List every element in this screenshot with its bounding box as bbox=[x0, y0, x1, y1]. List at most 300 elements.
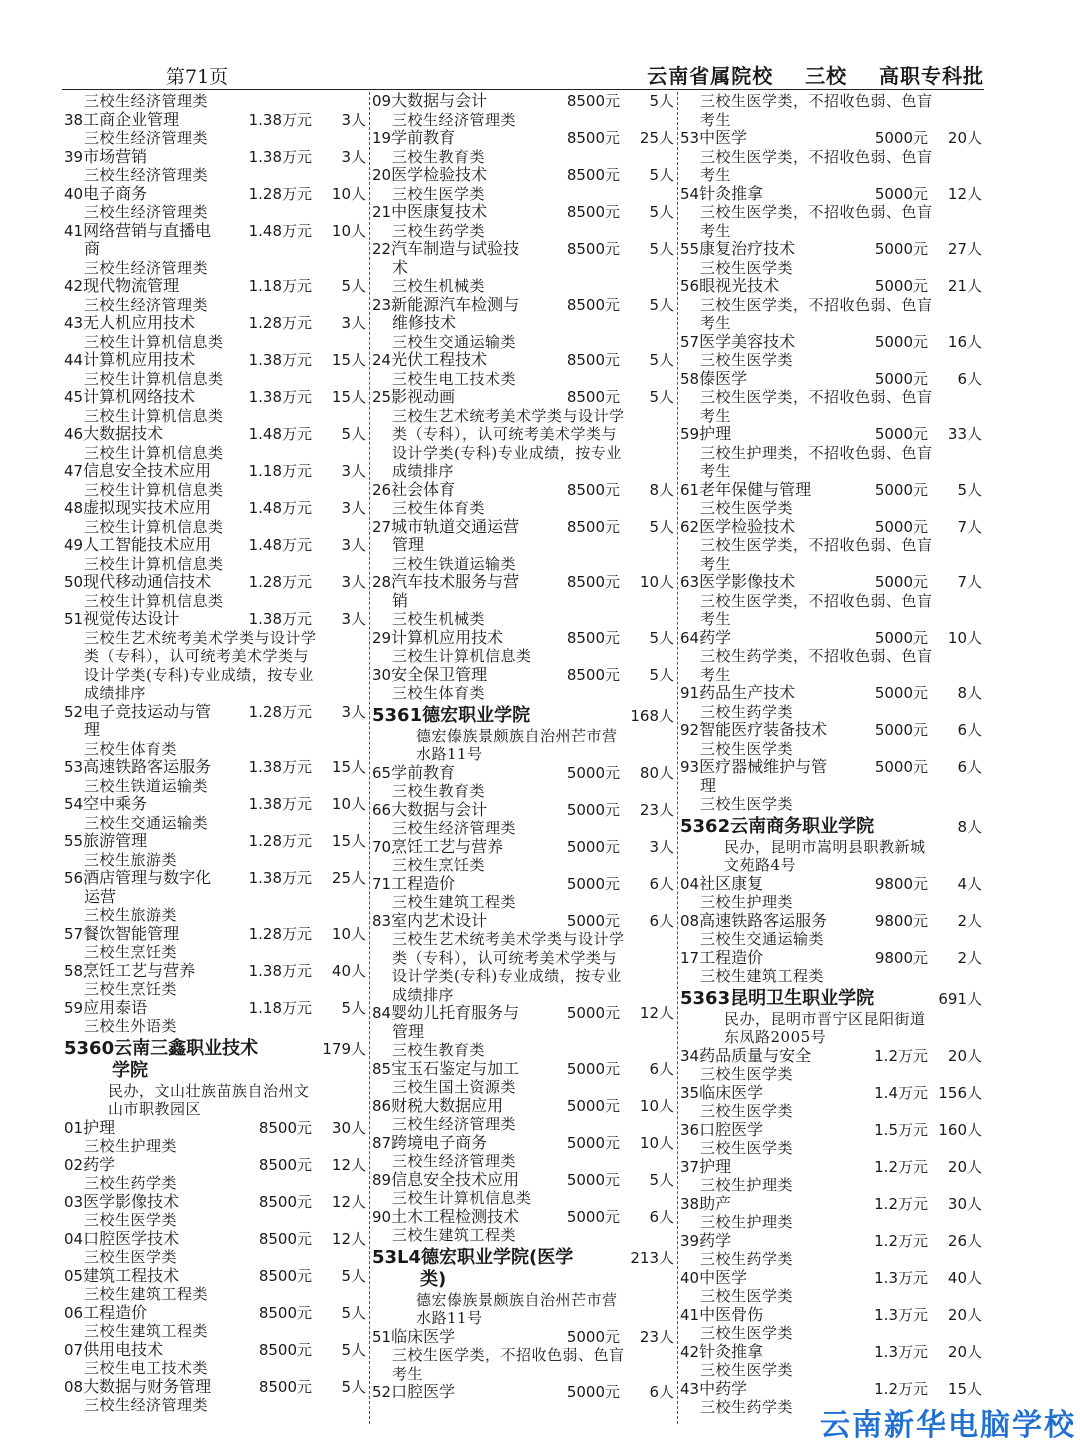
major-code: 07 bbox=[64, 1340, 84, 1359]
requirement-note bbox=[64, 333, 366, 352]
major-entry bbox=[680, 1232, 982, 1251]
major-entry bbox=[64, 277, 366, 296]
tuition-fee: 5000元 bbox=[566, 763, 620, 782]
requirement-note bbox=[680, 388, 982, 425]
major-line bbox=[372, 203, 674, 222]
major-code: 63 bbox=[680, 573, 700, 591]
tuition-fee: 1.2万元 bbox=[874, 1046, 928, 1065]
page-number: 第71页 bbox=[166, 66, 229, 88]
requirement-line: 考生 bbox=[700, 406, 732, 425]
tuition-fee: 5000元 bbox=[874, 721, 928, 739]
tuition-fee: 9800元 bbox=[874, 911, 928, 930]
major-entry bbox=[372, 912, 674, 931]
major-line bbox=[64, 832, 366, 851]
major-entry bbox=[372, 1097, 674, 1116]
requirement-line: 三校生经济管理类 bbox=[84, 92, 209, 110]
enrollment-count: 5人 bbox=[341, 1340, 366, 1359]
requirement-note bbox=[64, 1322, 366, 1341]
major-code: 30 bbox=[372, 665, 392, 684]
requirement-line: 设计学类(专科)专业成绩，按专业 bbox=[392, 967, 622, 985]
tuition-fee: 1.3万元 bbox=[874, 1342, 928, 1361]
requirement-line: 三校生机械类 bbox=[392, 610, 486, 628]
major-code: 38 bbox=[680, 1194, 700, 1213]
major-line bbox=[680, 949, 982, 968]
tuition-fee: 8500元 bbox=[258, 1266, 312, 1285]
school-name-cont: 学院 bbox=[112, 1059, 148, 1081]
major-name: 酒店管理与数字化 bbox=[83, 868, 212, 887]
enrollment-count: 5人 bbox=[341, 1266, 366, 1285]
enrollment-count: 25人 bbox=[639, 129, 674, 147]
major-entry bbox=[680, 1380, 982, 1399]
major-name: 社区康复 bbox=[699, 873, 764, 893]
requirement-note bbox=[372, 684, 674, 703]
requirement-line: 三校生计算机信息类 bbox=[84, 369, 224, 388]
major-line bbox=[680, 1343, 982, 1362]
major-code: 57 bbox=[64, 924, 84, 943]
major-name-cont: 维修技术 bbox=[392, 313, 457, 332]
major-name: 电子竞技运动与管 bbox=[83, 701, 212, 721]
major-name: 药学 bbox=[699, 627, 732, 647]
tuition-fee: 5000元 bbox=[566, 874, 620, 893]
major-name: 中医康复技术 bbox=[391, 202, 488, 221]
major-line bbox=[64, 1341, 366, 1360]
major-name: 视觉传达设计 bbox=[83, 609, 180, 628]
requirement-line: 三校生电工技术类 bbox=[84, 1359, 209, 1377]
major-entry bbox=[680, 481, 982, 500]
major-entry bbox=[680, 425, 982, 444]
major-line bbox=[64, 462, 366, 481]
major-name: 室内艺术设计 bbox=[391, 910, 488, 930]
major-entry bbox=[680, 277, 982, 296]
major-line bbox=[372, 536, 674, 555]
major-name: 临床医学 bbox=[699, 1082, 764, 1102]
tuition-fee: 8500元 bbox=[566, 388, 620, 406]
requirement-note bbox=[64, 814, 366, 833]
major-code: 34 bbox=[680, 1046, 700, 1065]
major-code: 28 bbox=[372, 573, 392, 591]
tuition-fee: 1.28万元 bbox=[248, 314, 312, 332]
requirement-line: 考生 bbox=[700, 610, 732, 628]
major-entry bbox=[680, 518, 982, 537]
requirement-note bbox=[372, 819, 674, 838]
requirement-line: 三校生艺术统考美术学类与设计学 bbox=[392, 930, 625, 948]
major-line bbox=[372, 875, 674, 894]
enrollment-count: 10人 bbox=[331, 795, 366, 813]
tuition-fee: 5000元 bbox=[566, 1170, 620, 1189]
major-name: 口腔医学 bbox=[699, 1119, 764, 1139]
enrollment-count: 20人 bbox=[947, 1046, 982, 1065]
requirement-note bbox=[680, 893, 982, 912]
major-code: 23 bbox=[372, 295, 392, 314]
major-entry bbox=[372, 875, 674, 894]
major-entry bbox=[372, 1208, 674, 1227]
enrollment-count: 5人 bbox=[649, 665, 674, 684]
requirement-line: 三校生护理类，不招收色弱、色盲 bbox=[700, 443, 933, 462]
major-name: 工商企业管理 bbox=[83, 109, 180, 129]
enrollment-count: 8人 bbox=[649, 480, 674, 499]
requirement-line: 三校生旅游类 bbox=[84, 906, 178, 924]
requirement-line: 三校生医学类 bbox=[84, 1248, 178, 1266]
major-line bbox=[680, 518, 982, 537]
tuition-fee: 1.18万元 bbox=[248, 462, 312, 480]
major-entry bbox=[372, 240, 674, 277]
enrollment-count: 5人 bbox=[649, 517, 674, 536]
requirement-note bbox=[64, 1174, 366, 1193]
requirement-note bbox=[680, 351, 982, 370]
major-code: 08 bbox=[64, 1377, 84, 1396]
requirement-note bbox=[64, 481, 366, 500]
page-header bbox=[62, 62, 984, 88]
major-code: 54 bbox=[64, 795, 84, 813]
major-entry bbox=[680, 185, 982, 204]
major-code: 39 bbox=[680, 1231, 700, 1250]
major-entry bbox=[680, 1343, 982, 1362]
requirement-note bbox=[64, 407, 366, 426]
major-line bbox=[372, 1328, 674, 1347]
major-line bbox=[64, 795, 366, 814]
major-line bbox=[680, 912, 982, 931]
requirement-note bbox=[64, 1137, 366, 1156]
requirement-note bbox=[372, 782, 674, 801]
major-entry bbox=[64, 111, 366, 130]
major-code: 59 bbox=[680, 425, 700, 443]
enrollment-count: 10人 bbox=[331, 924, 366, 943]
major-line bbox=[64, 1304, 366, 1323]
major-code: 35 bbox=[680, 1083, 700, 1102]
school-name-line bbox=[680, 988, 982, 1010]
requirement-note bbox=[372, 148, 674, 167]
enrollment-count: 10人 bbox=[639, 1133, 674, 1152]
major-name: 大数据与会计 bbox=[391, 91, 488, 110]
major-entry bbox=[64, 499, 366, 518]
major-entry bbox=[372, 1060, 674, 1079]
major-line bbox=[372, 314, 674, 333]
enrollment-count: 40人 bbox=[947, 1268, 982, 1287]
major-code: 26 bbox=[372, 480, 392, 499]
major-line bbox=[64, 1230, 366, 1249]
requirement-line: 三校生药学类 bbox=[84, 1174, 178, 1192]
major-code: 65 bbox=[372, 763, 392, 782]
major-entry bbox=[372, 166, 674, 185]
enrollment-count: 5人 bbox=[341, 425, 366, 443]
major-line bbox=[64, 869, 366, 888]
tuition-fee: 5000元 bbox=[566, 1207, 620, 1226]
school-address: 德宏傣族景颇族自治州芒市营 bbox=[416, 726, 618, 745]
enrollment-count: 3人 bbox=[341, 573, 366, 591]
enrollment-count: 15人 bbox=[331, 832, 366, 850]
major-code: 85 bbox=[372, 1059, 392, 1078]
tuition-fee: 1.48万元 bbox=[248, 221, 312, 240]
requirement-note bbox=[680, 259, 982, 278]
major-entry bbox=[372, 1328, 674, 1347]
major-entry bbox=[64, 1304, 366, 1323]
tuition-fee: 5000元 bbox=[874, 517, 928, 536]
major-code: 52 bbox=[372, 1383, 392, 1401]
watermark: 云南新华电脑学校 bbox=[820, 1408, 1076, 1443]
requirement-line: 三校生经济管理类 bbox=[392, 1152, 517, 1170]
major-entry bbox=[64, 758, 366, 777]
requirement-note bbox=[680, 592, 982, 629]
major-entry bbox=[680, 1269, 982, 1288]
major-name: 现代移动通信技术 bbox=[83, 572, 212, 591]
tuition-fee: 8500元 bbox=[566, 129, 620, 147]
requirement-line: 三校生教育类 bbox=[392, 147, 486, 166]
major-line bbox=[64, 1267, 366, 1286]
major-entry bbox=[372, 351, 674, 370]
enrollment-count: 15人 bbox=[331, 758, 366, 776]
major-name: 药品生产技术 bbox=[699, 683, 796, 702]
major-line bbox=[680, 777, 982, 796]
enrollment-count: 3人 bbox=[341, 499, 366, 517]
major-code: 84 bbox=[372, 1004, 392, 1022]
major-name: 医学美容技术 bbox=[699, 331, 796, 351]
requirement-line: 三校生医学类 bbox=[700, 1324, 794, 1342]
major-line bbox=[64, 999, 366, 1018]
major-line bbox=[680, 333, 982, 352]
major-code: 91 bbox=[680, 684, 700, 702]
school-address: 东凤路2005号 bbox=[724, 1028, 827, 1046]
major-line bbox=[64, 148, 366, 167]
major-name: 信息安全技术应用 bbox=[83, 461, 212, 480]
major-line bbox=[680, 875, 982, 894]
requirement-note bbox=[372, 1078, 674, 1097]
major-name-cont: 理 bbox=[700, 775, 717, 795]
major-name: 药学 bbox=[699, 1230, 732, 1250]
tuition-fee: 5000元 bbox=[874, 332, 928, 351]
major-entry bbox=[680, 629, 982, 648]
requirement-note bbox=[64, 1211, 366, 1230]
major-code: 49 bbox=[64, 536, 84, 554]
tuition-fee: 5000元 bbox=[874, 425, 928, 443]
enrollment-count: 30人 bbox=[947, 1194, 982, 1213]
major-line bbox=[64, 240, 366, 259]
requirement-note bbox=[64, 943, 366, 962]
major-entry bbox=[680, 333, 982, 352]
major-line bbox=[64, 962, 366, 981]
school-code: 53L4 bbox=[372, 1246, 422, 1268]
major-name-cont: 术 bbox=[392, 257, 409, 277]
tuition-fee: 1.38万元 bbox=[248, 110, 312, 129]
major-code: 48 bbox=[64, 499, 84, 517]
major-code: 70 bbox=[372, 837, 392, 856]
major-line bbox=[680, 1195, 982, 1214]
requirement-line: 三校生计算机信息类 bbox=[84, 332, 224, 351]
requirement-line: 三校生电工技术类 bbox=[392, 369, 517, 388]
requirement-note bbox=[64, 129, 366, 148]
major-line bbox=[64, 314, 366, 333]
major-entry bbox=[680, 684, 982, 703]
major-line bbox=[372, 1134, 674, 1153]
major-code: 22 bbox=[372, 240, 392, 258]
major-line bbox=[680, 721, 982, 740]
tuition-fee: 5000元 bbox=[874, 129, 928, 147]
major-code: 55 bbox=[64, 832, 84, 850]
major-code: 43 bbox=[64, 314, 84, 332]
major-code: 25 bbox=[372, 388, 392, 406]
requirement-line: 考生 bbox=[700, 166, 732, 184]
school-address: 山市职教园区 bbox=[108, 1100, 202, 1118]
enrollment-count: 7人 bbox=[957, 517, 982, 536]
requirement-line: 三校生计算机信息类 bbox=[392, 1189, 532, 1207]
major-name: 中医骨伤 bbox=[699, 1304, 764, 1324]
major-name: 助产 bbox=[699, 1193, 732, 1213]
enrollment-count: 5人 bbox=[341, 1303, 366, 1322]
major-entry bbox=[372, 666, 674, 685]
major-code: 87 bbox=[372, 1133, 392, 1152]
school-address: 德宏傣族景颇族自治州芒市营 bbox=[416, 1290, 618, 1309]
school-code: 5362 bbox=[680, 815, 731, 837]
school-total-count: 213人 bbox=[630, 1248, 674, 1267]
major-code: 17 bbox=[680, 948, 700, 967]
major-code: 39 bbox=[64, 147, 84, 166]
major-line bbox=[680, 1269, 982, 1288]
major-entry bbox=[64, 925, 366, 944]
major-line bbox=[64, 1119, 366, 1138]
major-code: 57 bbox=[680, 332, 700, 351]
major-name-cont: 管理 bbox=[392, 535, 425, 554]
tuition-fee: 1.38万元 bbox=[248, 961, 312, 980]
requirement-line: 三校生经济管理类 bbox=[84, 258, 209, 277]
tuition-fee: 5000元 bbox=[566, 1327, 620, 1346]
requirement-line: 成绩排序 bbox=[392, 462, 455, 480]
enrollment-count: 6人 bbox=[957, 721, 982, 739]
major-line bbox=[680, 1121, 982, 1140]
enrollment-count: 12人 bbox=[331, 1192, 366, 1211]
major-line bbox=[64, 888, 366, 907]
school-name-line bbox=[372, 1269, 674, 1291]
requirement-note bbox=[680, 740, 982, 759]
requirement-note bbox=[372, 111, 674, 130]
school-name-line bbox=[372, 705, 674, 727]
tuition-fee: 5000元 bbox=[566, 1383, 620, 1401]
major-line bbox=[372, 912, 674, 931]
major-code: 04 bbox=[64, 1229, 84, 1248]
requirement-note bbox=[64, 259, 366, 278]
major-entry bbox=[372, 203, 674, 222]
enrollment-count: 3人 bbox=[341, 462, 366, 480]
requirement-note bbox=[680, 1361, 982, 1380]
major-name: 烹饪工艺与营养 bbox=[83, 960, 196, 980]
requirement-line: 三校生计算机信息类 bbox=[84, 554, 224, 573]
major-code: 02 bbox=[64, 1155, 84, 1174]
major-line bbox=[372, 838, 674, 857]
column-2 bbox=[372, 92, 674, 1402]
enrollment-count: 30人 bbox=[331, 1118, 366, 1137]
enrollment-count: 20人 bbox=[947, 1305, 982, 1324]
school-name: 云南三鑫职业技术 bbox=[114, 1037, 259, 1059]
major-name: 针灸推拿 bbox=[699, 183, 764, 203]
major-line bbox=[372, 481, 674, 500]
requirement-line: 三校生教育类 bbox=[392, 1041, 486, 1059]
major-code: 89 bbox=[372, 1170, 392, 1189]
major-code: 93 bbox=[680, 758, 700, 776]
major-entry bbox=[64, 148, 366, 167]
major-name: 人工智能技术应用 bbox=[83, 535, 212, 554]
major-code: 53 bbox=[680, 129, 700, 147]
requirement-line: 三校生经济管理类 bbox=[392, 1115, 517, 1133]
tuition-fee: 1.38万元 bbox=[248, 869, 312, 887]
requirement-line: 三校生医学类 bbox=[700, 795, 794, 813]
major-entry bbox=[372, 1383, 674, 1402]
major-line bbox=[680, 425, 982, 444]
major-entry bbox=[64, 388, 366, 407]
tuition-fee: 5000元 bbox=[874, 184, 928, 203]
major-name: 安全保卫管理 bbox=[391, 664, 488, 684]
major-code: 59 bbox=[64, 998, 84, 1017]
requirement-line: 三校生医学类 bbox=[700, 499, 794, 517]
school-entry bbox=[680, 988, 982, 1047]
requirement-line: 三校生医学类，不招收色弱、色盲 bbox=[700, 591, 933, 610]
major-line bbox=[372, 1004, 674, 1023]
major-name: 康复治疗技术 bbox=[699, 239, 796, 258]
major-line bbox=[372, 1023, 674, 1042]
requirement-note bbox=[64, 1359, 366, 1378]
school-name: 昆明卫生职业学院 bbox=[730, 987, 875, 1009]
major-name: 信息安全技术应用 bbox=[391, 1169, 520, 1189]
major-name: 旅游管理 bbox=[83, 831, 148, 850]
enrollment-count: 6人 bbox=[957, 758, 982, 776]
tuition-fee: 1.2万元 bbox=[874, 1379, 928, 1398]
enrollment-count: 5人 bbox=[649, 240, 674, 258]
major-entry bbox=[372, 518, 674, 555]
major-code: 64 bbox=[680, 628, 700, 647]
requirement-note bbox=[680, 1065, 982, 1084]
enrollment-count: 10人 bbox=[331, 184, 366, 203]
major-name: 大数据与会计 bbox=[391, 799, 488, 819]
requirement-line: 类（专科），认可统考美术学类与 bbox=[392, 948, 618, 967]
major-name: 针灸推拿 bbox=[699, 1341, 764, 1361]
tuition-fee: 8500元 bbox=[566, 517, 620, 536]
major-code: 08 bbox=[680, 911, 700, 930]
requirement-note bbox=[680, 1324, 982, 1343]
major-line bbox=[64, 388, 366, 407]
major-name: 口腔医学 bbox=[391, 1382, 456, 1401]
requirement-line: 三校生经济管理类 bbox=[84, 1396, 209, 1414]
major-name: 药品质量与安全 bbox=[699, 1045, 812, 1065]
major-name: 医学检验技术 bbox=[391, 165, 488, 184]
tuition-fee: 1.5万元 bbox=[874, 1120, 928, 1139]
requirement-line: 三校生医学类 bbox=[84, 1211, 178, 1229]
school-name: 德宏职业学院 bbox=[422, 704, 531, 726]
major-line bbox=[680, 1306, 982, 1325]
requirement-note bbox=[372, 222, 674, 241]
major-line bbox=[372, 1383, 674, 1402]
major-name: 餐饮智能管理 bbox=[83, 923, 180, 943]
school-name-line bbox=[64, 1038, 366, 1060]
major-entry bbox=[372, 1134, 674, 1153]
major-name: 光伏工程技术 bbox=[391, 350, 488, 369]
enrollment-count: 23人 bbox=[639, 1327, 674, 1346]
tuition-fee: 5000元 bbox=[566, 1004, 620, 1022]
tuition-fee: 5000元 bbox=[566, 1096, 620, 1115]
requirement-line: 成绩排序 bbox=[392, 985, 455, 1004]
major-entry bbox=[64, 314, 366, 333]
major-entry bbox=[64, 1119, 366, 1138]
enrollment-count: 20人 bbox=[947, 1157, 982, 1176]
enrollment-count: 15人 bbox=[331, 351, 366, 369]
tuition-fee: 8500元 bbox=[566, 573, 620, 591]
requirement-note bbox=[680, 92, 982, 129]
major-name: 婴幼儿托育服务与 bbox=[391, 1003, 520, 1022]
requirement-line: 三校生经济管理类 bbox=[392, 819, 517, 837]
major-line bbox=[64, 925, 366, 944]
requirement-line: 三校生医学类 bbox=[700, 1139, 794, 1157]
enrollment-count: 3人 bbox=[341, 702, 366, 721]
major-line bbox=[680, 684, 982, 703]
major-entry bbox=[64, 1267, 366, 1286]
requirement-line: 三校生医学类 bbox=[700, 739, 794, 758]
tuition-fee: 8500元 bbox=[566, 240, 620, 258]
